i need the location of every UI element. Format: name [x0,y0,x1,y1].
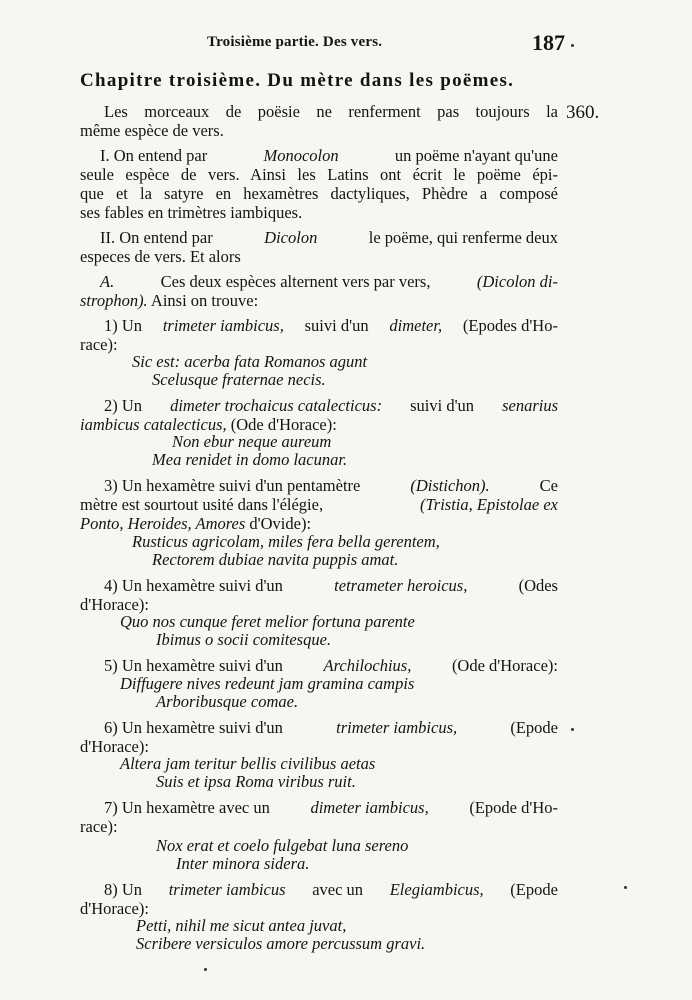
section-a-line-2 [80,291,258,311]
section-i-rest: un poëme n'ayant qu'une [394,146,558,165]
item-5-verse-1: Diffugere nives redeunt jam gramina campis [120,674,415,693]
ink-speck [624,886,627,889]
section-ii-line-2: especes de vers. Et alors [80,247,241,266]
term-dicolon-distrophon: (Dicolon di- [476,272,558,291]
margin-paragraph-number: 360. [566,102,600,123]
item-8-line-2: d'Horace): [80,899,149,918]
item-1-verse-2: Scelusque fraternae necis. [152,370,326,389]
item-7-term: dimeter iambicus, [310,798,429,817]
ink-speck [204,968,207,971]
item-6-verse-1: Altera jam teritur bellis civilibus aetas [120,754,376,773]
item-7-verse-1: Nox erat et coelo fulgebat luna sereno [156,836,409,855]
item-1-line-2: race): [80,335,118,354]
item-3-text-2: Ce [539,476,558,495]
item-6-text: 6) Un hexamètre suivi d'un [104,718,283,737]
item-3-source: d'Ovide): [249,514,312,533]
item-1-line-1 [104,316,558,336]
item-5-line-1 [104,656,558,676]
ink-speck [571,44,574,47]
intro-line-1: Les morceaux de poësie ne renferment pas toujours la [104,102,558,121]
item-6-verse-2: Suis et ipsa Roma viribus ruit. [156,772,356,791]
item-3-term: (Distichon). [410,476,490,495]
item-8-text: avec un [312,880,364,899]
item-5-source: (Ode d'Horace): [451,656,558,675]
item-8-term-2: Elegiambicus, [389,880,484,899]
item-7-verse-2: Inter minora sidera. [176,854,310,873]
item-8-line-1 [104,880,558,900]
item-4-verse-1: Quo nos cunque feret melior fortuna parente [120,612,415,631]
running-title: Troisième partie. Des vers. [207,34,383,50]
item-4-line-1 [104,576,558,596]
item-1-number: 1) Un [104,316,143,335]
section-i-line-1 [100,146,558,166]
item-2-term-2: senarius [502,396,558,415]
item-2-term-1: dimeter trochaicus catalecticus: [170,396,383,415]
item-6-line-2: d'Horace): [80,737,149,756]
item-4-verse-2: Ibimus o socii comitesque. [156,630,332,649]
section-ii-lead: II. On entend par [100,228,213,247]
item-2-text: suivi d'un [410,396,475,415]
item-4-text: 4) Un hexamètre suivi d'un [104,576,283,595]
term-strophon: strophon). [80,291,148,310]
section-a-text: Ces deux espèces alternent vers par vers, [160,272,431,291]
item-2-number: 2) Un [104,396,143,415]
item-1-verse-1: Sic est: acerba fata Romanos agunt [132,352,368,371]
item-3-line-1 [104,476,558,496]
item-1-term-2: dimeter, [389,316,443,335]
chapter-title: Chapitre troisième. Du mètre dans les poëmes. [80,70,515,91]
section-a-text-2: Ainsi on trouve: [150,291,259,310]
item-5-text: 5) Un hexamètre suivi d'un [104,656,283,675]
item-3-line-2 [80,495,558,515]
item-1-source: (Epodes d'Ho- [462,316,558,335]
item-7-line-2: race): [80,817,118,836]
item-1-text: suivi d'un [304,316,369,335]
item-2-source: (Ode d'Horace): [230,415,337,434]
item-8-verse-2: Scribere versiculos amore percussum gravi. [136,934,426,953]
item-3-works: (Tristia, Epistolae ex [420,495,558,514]
section-a-line-1 [100,272,558,292]
item-3-works-2: Ponto, Heroides, Amores [80,514,246,533]
item-6-line-1 [104,718,558,738]
item-3-line-3 [80,514,311,534]
item-3-text-3: mètre est sourtout usité dans l'élégie, [80,495,324,514]
item-8-number: 8) Un [104,880,143,899]
item-2-line-1 [104,396,558,416]
item-2-term-3: iambicus catalecticus, [80,415,227,434]
item-4-source: (Odes [518,576,558,595]
item-3-verse-2: Rectorem dubiae navita puppis amat. [152,550,399,569]
section-ii-rest: le poëme, qui renferme deux [368,228,558,247]
item-3-text: 3) Un hexamètre suivi d'un pentamètre [104,476,361,495]
item-5-verse-2: Arboribusque comae. [156,692,299,711]
item-8-source: (Epode [510,880,558,899]
page-number: 187 [532,30,565,55]
item-2-verse-1: Non ebur neque aureum [172,432,332,451]
intro-line-2: même espèce de vers. [80,121,224,140]
item-7-text: 7) Un hexamètre avec un [104,798,270,817]
term-dicolon: Dicolon [264,228,318,247]
item-4-term: tetrameter heroicus, [334,576,468,595]
section-i-line-3: que et la satyre en hexamètres dactyliques, Phèdre a composé [80,184,558,203]
item-7-line-1 [104,798,558,818]
item-6-term: trimeter iambicus, [336,718,458,737]
section-ii-line-1 [100,228,558,248]
item-1-term-1: trimeter iambicus, [162,316,284,335]
item-2-verse-2: Mea renidet in domo lacunar. [152,450,348,469]
item-8-verse-1: Petti, nihil me sicut antea juvat, [136,916,347,935]
item-6-source: (Epode [510,718,558,737]
item-8-term-1: trimeter iambicus [168,880,286,899]
page-header [0,30,692,56]
section-i-line-4: ses fables en trimètres iambiques. [80,203,303,222]
section-i-lead: I. On entend par [100,146,208,165]
item-7-source: (Epode d'Ho- [469,798,558,817]
item-5-term: Archilochius, [323,656,412,675]
ink-speck [571,728,574,731]
item-3-verse-1: Rusticus agricolam, miles fera bella gerentem, [132,532,440,551]
section-i-line-2: seule espèce de vers. Ainsi les Latins ont écrit le poëme épi- [80,165,558,184]
item-4-line-2: d'Horace): [80,595,149,614]
section-a-letter: A. [100,272,115,291]
term-monocolon: Monocolon [263,146,339,165]
